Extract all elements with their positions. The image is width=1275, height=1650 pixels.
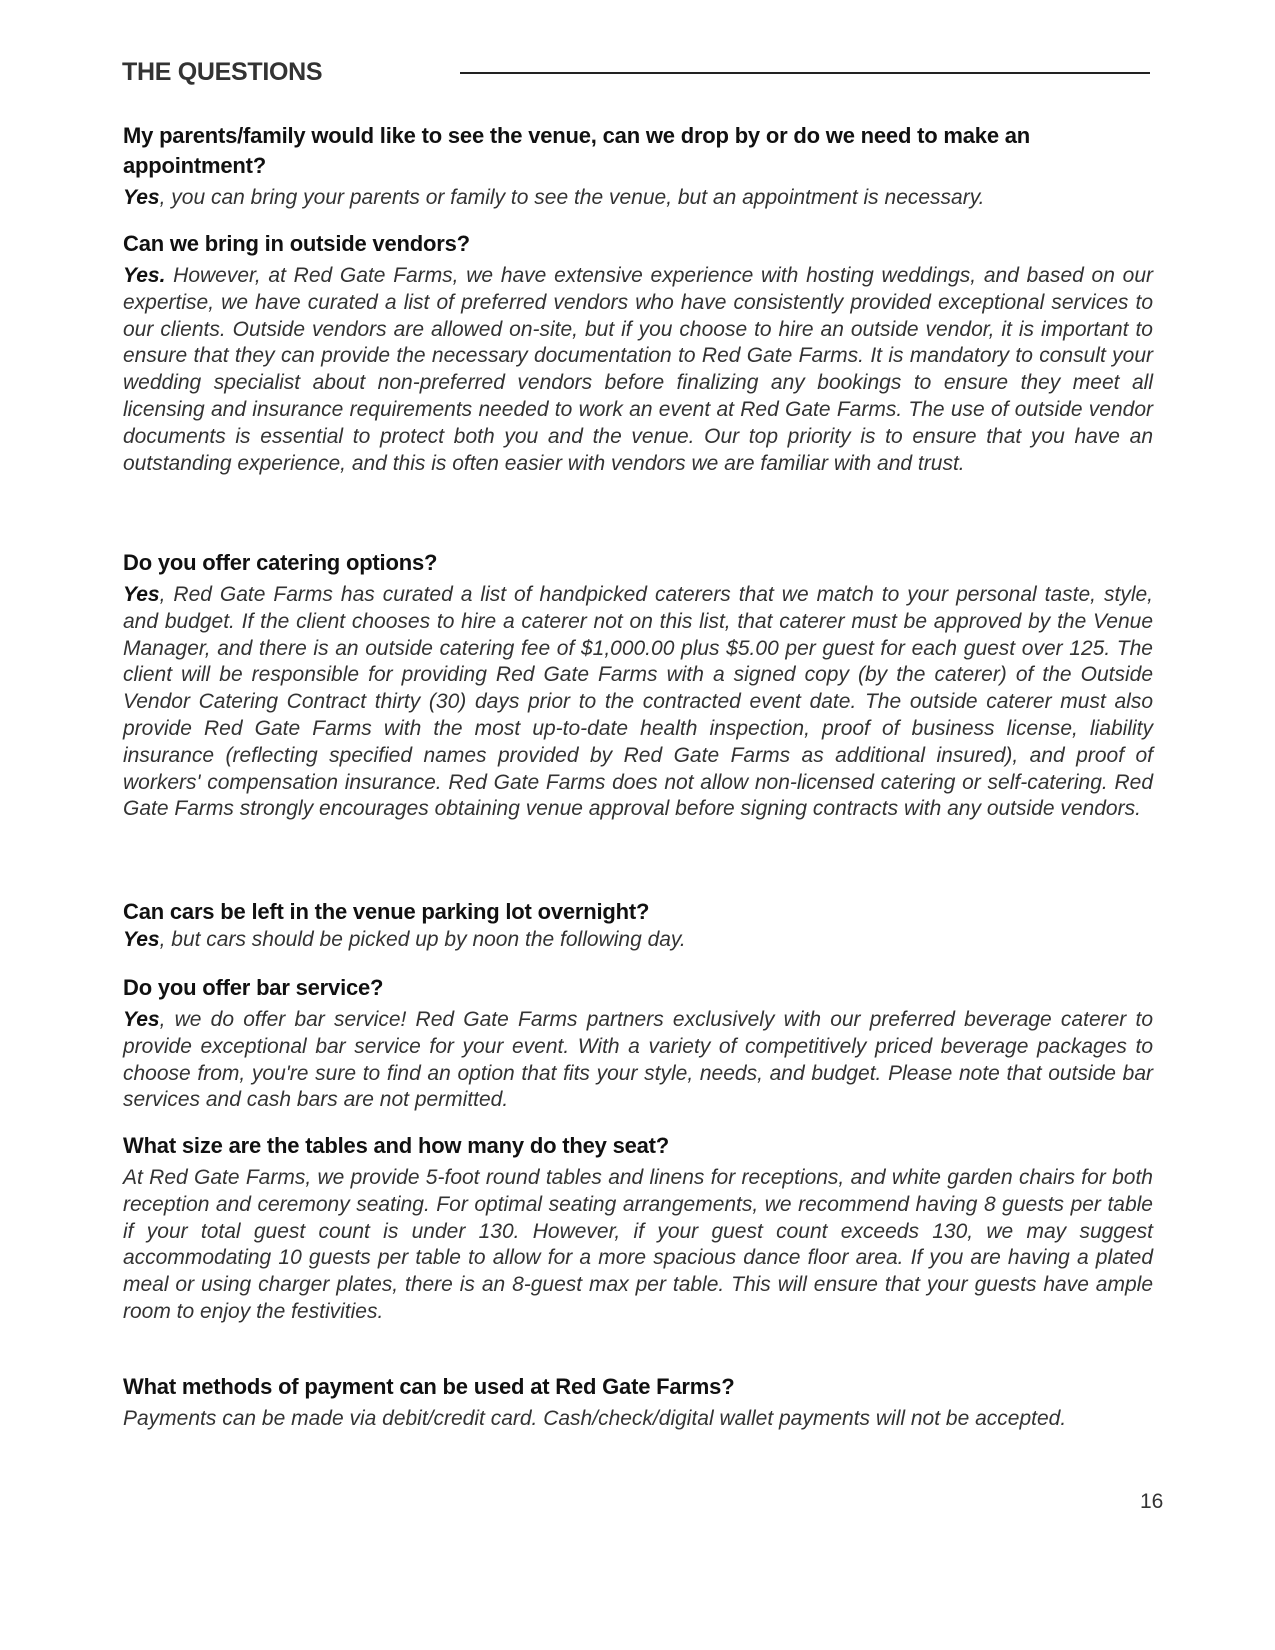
answer-text: , you can bring your parents or family to see the venue, but an appointment is necessary. — [159, 186, 985, 209]
faq-question: Can we bring in outside vendors? — [123, 231, 470, 256]
faq-answer: Payments can be made via debit/credit card. Cash/check/digital wallet payments will not be accepted. — [123, 1407, 1067, 1430]
answer-lead: Yes — [123, 186, 160, 209]
faq-answer — [123, 927, 1153, 954]
faq-item — [123, 973, 1153, 1114]
faq-question: My parents/family would like to see the venue, can we drop by or do we need to make an appointment? — [123, 123, 1031, 178]
answer-lead: Yes. — [123, 264, 166, 287]
answer-text: However, at Red Gate Farms, we have extensive experience with hosting weddings, and based on our expertise, we have curated a list of preferred vendors who have consistently provided exceptional services to our clients. Outside vendors are allowed on-site, but if you choose to hire an outside vendor, it is important to ensure that they can provide the necessary documentation to Red Gate Farms. It is mandatory to consult your wedding specialist about non-preferred vendors before finalizing any bookings to ensure they meet all licensing and insurance requirements needed to work an event at Red Gate Farms. The use of outside vendor documents is essential to protect both you and the venue. Our top priority is to ensure that you have an outstanding experience, and this is often easier with vendors we are familiar with and trust. — [123, 264, 1153, 475]
faq-answer: At Red Gate Farms, we provide 5-foot round tables and linens for receptions, and white garden chairs for both reception and ceremony seating. For optimal seating arrangements, we recommend having 8 guests per table if your total guest count is under 130. However, if your guest count exceeds 130, we may suggest accommodating 10 guests per table to allow for a more spacious dance floor area. If you are having a plated meal or using charger plates, there is an 8-guest max per table. This will ensure that your guests have ample room to enjoy the festivities. — [123, 1166, 1153, 1323]
faq-item — [123, 1131, 1153, 1326]
faq-answer — [123, 582, 1153, 823]
faq-item — [123, 548, 1153, 823]
faq-question: What methods of payment can be used at Red Gate Farms? — [123, 1374, 735, 1399]
faq-answer — [123, 185, 1153, 212]
page-number: 16 — [1140, 1490, 1164, 1513]
answer-lead: Yes — [123, 1008, 160, 1031]
faq-answer — [123, 1007, 1153, 1114]
faq-question: What size are the tables and how many do they seat? — [123, 1133, 670, 1158]
faq-item — [123, 121, 1153, 212]
faq-question: Can cars be left in the venue parking lot overnight? — [123, 899, 650, 924]
answer-text: , we do offer bar service! Red Gate Farms partners exclusively with our preferred beverage caterer to provide exceptional bar service for your event. With a variety of competitively priced beverage packages to choose from, you're sure to find an option that fits your style, needs, and budget. Please note that outside bar services and cash bars are not permitted. — [123, 1008, 1153, 1112]
faq-question: Do you offer bar service? — [123, 975, 384, 1000]
answer-lead: Yes — [123, 928, 160, 951]
faq-answer — [123, 263, 1153, 477]
faq-item — [123, 229, 1153, 477]
faq-item — [123, 897, 1153, 954]
faq-item — [123, 1372, 1153, 1433]
answer-text: , but cars should be picked up by noon the following day. — [159, 928, 686, 951]
answer-lead: Yes — [123, 583, 160, 606]
answer-text: , Red Gate Farms has curated a list of handpicked caterers that we match to your personal taste, style, and budget. If the client chooses to hire a caterer not on this list, that caterer must be approved by the Venue Manager, and there is an outside catering fee of $1,000.00 plus $5.00 per guest for each guest over 125. The client will be responsible for providing Red Gate Farms with a signed copy (by the caterer) of the Outside Vendor Catering Contract thirty (30) days prior to the contracted event date. The outside caterer must also provide Red Gate Farms with the most up-to-date health inspection, proof of business license, liability insurance (reflecting specified names provided by Red Gate Farms as additional insured), and proof of workers' compensation insurance. Red Gate Farms does not allow non-licensed catering or self-catering. Red Gate Farms strongly encourages obtaining venue approval before signing contracts with any outside vendors. — [123, 583, 1153, 821]
section-title: THE QUESTIONS — [122, 58, 323, 86]
header-divider — [460, 72, 1150, 74]
faq-question: Do you offer catering options? — [123, 550, 438, 575]
